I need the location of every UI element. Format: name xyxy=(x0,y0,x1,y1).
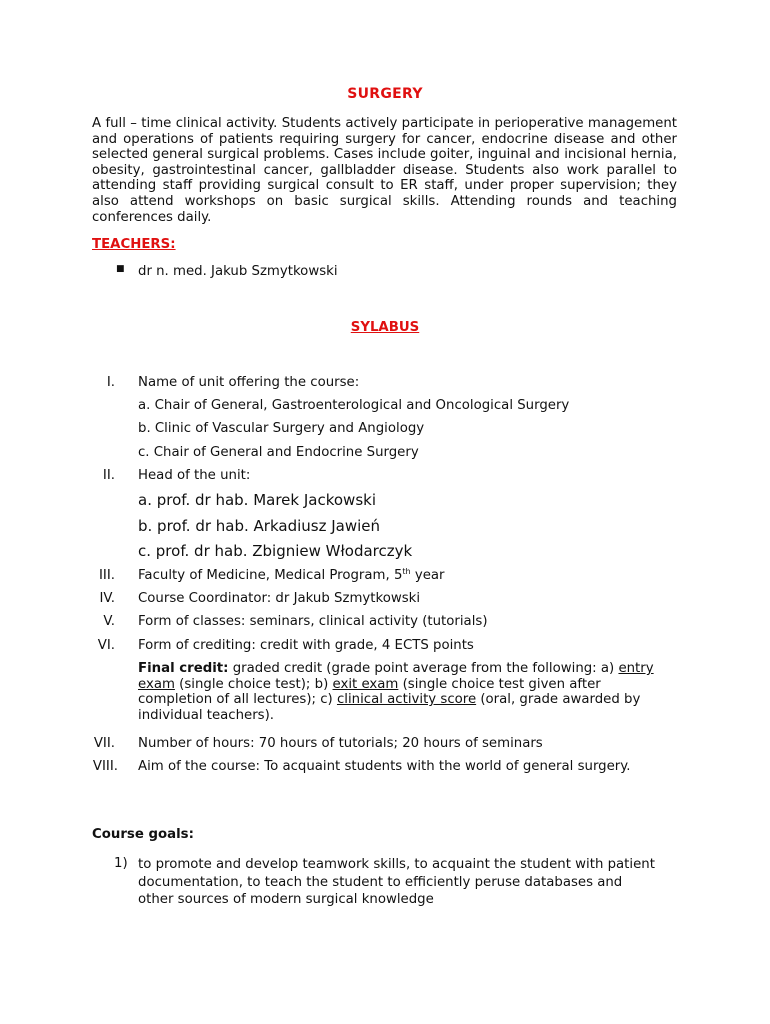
section-number: IV. xyxy=(99,591,115,606)
list-item: a. Chair of General, Gastroenterological and Oncological Surgery xyxy=(138,398,570,413)
section-number: VII. xyxy=(93,736,115,751)
section-label: Faculty of Medicine, Medical Program, 5th year xyxy=(138,567,445,583)
section-number: III. xyxy=(99,568,115,583)
section-number: II. xyxy=(102,468,115,483)
section-label: Head of the unit: xyxy=(138,468,251,483)
section-label: Form of crediting: credit with grade, 4 ECTS points xyxy=(138,638,474,653)
bullet-icon: ■ xyxy=(116,264,125,274)
teacher-item: dr n. med. Jakub Szmytkowski xyxy=(138,264,338,279)
section-label: Name of unit offering the course: xyxy=(138,375,360,390)
list-item: c. prof. dr hab. Zbigniew Włodarczyk xyxy=(138,542,413,560)
page-title: SURGERY xyxy=(347,86,423,102)
intro-paragraph: A full – time clinical activity. Students actively participate in perioperative management and operations of patients requiring surgery for cancer, endocrine disease and other selected general surgical problems. Cases include goiter, inguinal and incisional hernia, obesity, gastrointestinal cancer, gallbladder disease. Students also work parallel to attending staff providing surgical consult to ER staff, under proper supervision; they also attend workshops on basic surgical skills. Attending rounds and teaching conferences daily. xyxy=(92,116,677,225)
teachers-heading: TEACHERS: xyxy=(92,237,176,252)
goal-text: to promote and develop teamwork skills, to acquaint the student with patient documentation, to teach the student to efficiently peruse databases and other sources of modern surgical knowledge xyxy=(138,857,655,907)
section-label: Number of hours: 70 hours of tutorials; 20 hours of seminars xyxy=(138,736,543,751)
list-item: b. prof. dr hab. Arkadiusz Jawień xyxy=(138,517,381,535)
section-number: I. xyxy=(106,375,115,390)
section-number: VI. xyxy=(97,638,115,653)
section-label: Course Coordinator: dr Jakub Szmytkowski xyxy=(138,591,421,606)
section-number: V. xyxy=(103,614,115,629)
final-credit-paragraph: Final credit: graded credit (grade point average from the following: a) entry exam (single choice test); b) exit exam (single choice test given after completion of all lectures); c) clinical activity score (oral, grade awarded by individual teachers). xyxy=(138,661,654,723)
goal-number: 1) xyxy=(114,856,128,871)
sylabus-heading: SYLABUS xyxy=(350,320,420,335)
goals-heading: Course goals: xyxy=(92,827,194,842)
section-label: Aim of the course: To acquaint students with the world of general surgery. xyxy=(138,759,631,774)
section-number: VIII. xyxy=(92,759,118,774)
list-item: b. Clinic of Vascular Surgery and Angiology xyxy=(138,421,425,436)
list-item: c. Chair of General and Endocrine Surgery xyxy=(138,445,419,460)
section-label: Form of classes: seminars, clinical activity (tutorials) xyxy=(138,614,488,629)
list-item: a. prof. dr hab. Marek Jackowski xyxy=(138,491,376,509)
